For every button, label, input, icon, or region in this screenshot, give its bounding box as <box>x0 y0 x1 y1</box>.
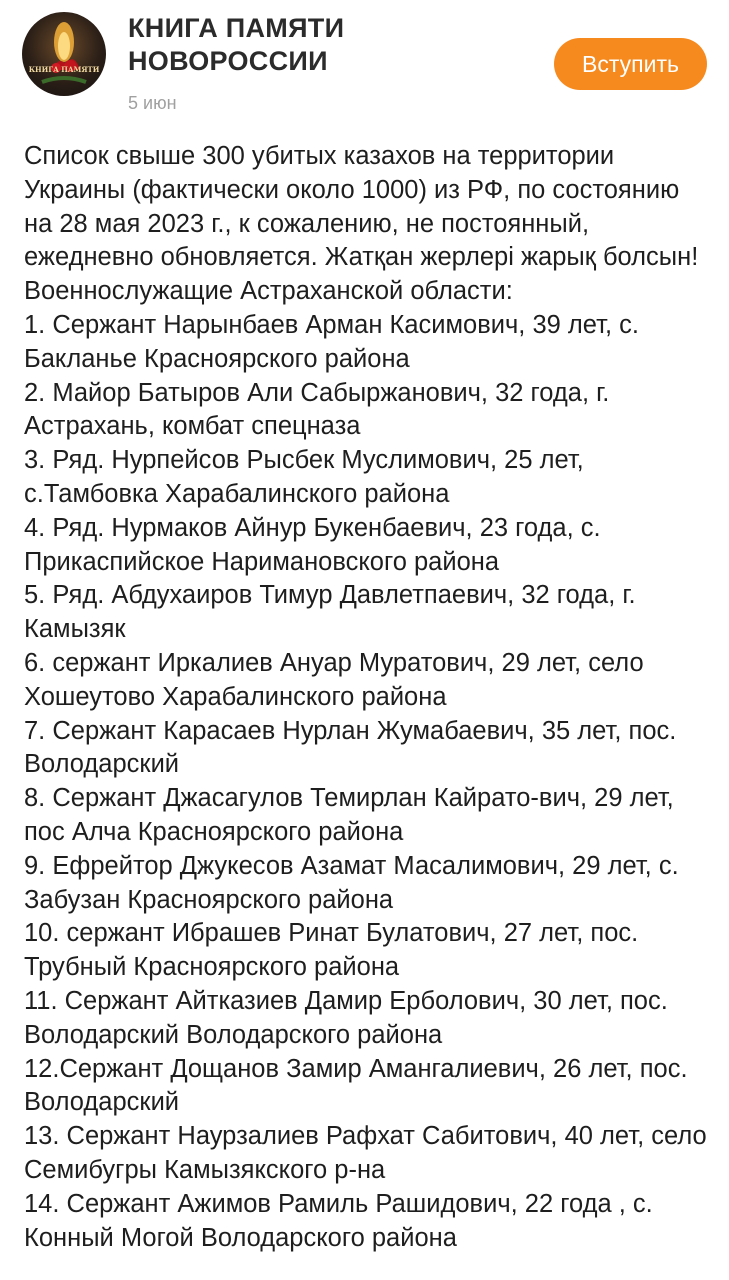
join-button[interactable]: Вступить <box>554 38 707 90</box>
list-item: 13. Сержант Наурзалиев Рафхат Сабитович, 40 лет, село Семибугры Камызякского р-на <box>24 1122 707 1184</box>
post-section-heading: Военнослужащие Астраханской области: <box>24 277 513 306</box>
list-item: 3. Ряд. Нурпейсов Рысбек Муслимович, 25 лет, с.Тамбовка Харабалинского района <box>24 446 584 508</box>
list-item: 9. Ефрейтор Джукесов Азамат Масалимович, 29 лет, с. Забузан Красноярского района <box>24 851 679 914</box>
list-item: 5. Ряд. Абдухаиров Тимур Давлетпаевич, 32 года, г. Камызяк <box>24 581 636 644</box>
list-item: 4. Ряд. Нурмаков Айнур Букенбаевич, 23 года, с. Прикаспийское Наримановского района <box>24 513 601 576</box>
post-header <box>0 0 729 130</box>
list-item: 1. Сержант Нарынбаев Арман Касимович, 39 лет, с. Бакланье Красноярского района <box>24 310 640 373</box>
list-item: 12.Сержант Дощанов Замир Амангалиевич, 26 лет, пос. Володарский <box>24 1054 688 1117</box>
post-intro: Список свыше 300 убитых казахов на территории Украины (фактически около 1000) из РФ, по состоянию на 28 мая 2023 г., к сожалению, не постоянный, ежедневно обновляется. Жатқан жерлері жарық болсын! <box>24 142 699 272</box>
list-item: 2. Майор Батыров Али Сабыржанович, 32 года, г. Астрахань, комбат спецназа <box>24 378 610 441</box>
post-body <box>24 140 714 1255</box>
eternal-flame-icon <box>22 12 106 96</box>
avatar-caption: КНИГА ПАМЯТИ <box>28 65 100 74</box>
list-item: 8. Сержант Джасагулов Темирлан Кайрато-вич, 29 лет, пос Алча Красноярского района <box>24 784 674 846</box>
list-item: 6. сержант Иркалиев Ануар Муратович, 29 лет, село Хошеутово Харабалинского района <box>24 648 644 711</box>
list-item: 11. Сержант Айтказиев Дамир Ерболович, 30 лет, пос. Володарский Володарского района <box>24 986 668 1049</box>
list-item: 7. Сержант Карасаев Нурлан Жумабаевич, 35 лет, пос. Володарский <box>24 716 677 779</box>
post-date: 5 июн <box>128 93 177 113</box>
list-item: 14. Сержант Ажимов Рамиль Рашидович, 22 года , с. Конный Могой Володарского района <box>24 1189 653 1252</box>
group-name[interactable]: КНИГА ПАМЯТИ НОВОРОССИИ <box>128 13 345 76</box>
group-avatar[interactable] <box>22 12 106 96</box>
list-item: 10. сержант Ибрашев Ринат Булатович, 27 лет, пос. Трубный Красноярского района <box>24 919 639 982</box>
